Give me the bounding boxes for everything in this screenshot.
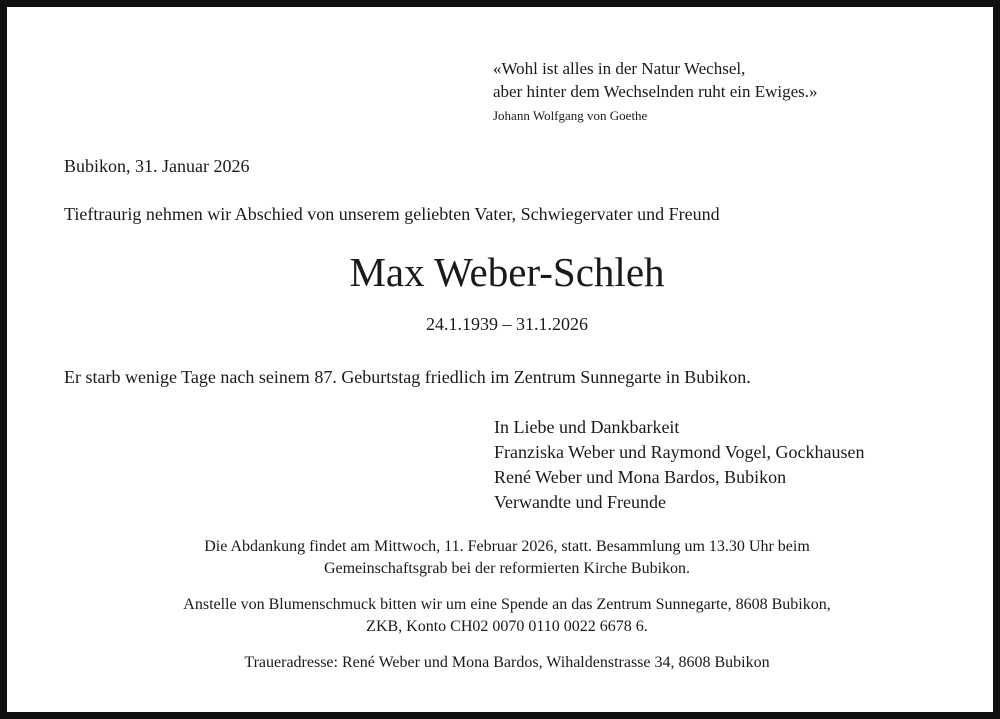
signer-line: In Liebe und Dankbarkeit (494, 417, 680, 437)
death-notice: Er starb wenige Tage nach seinem 87. Geburtstag friedlich im Zentrum Sunnegarte in Bubikon. (64, 367, 751, 387)
place-date: Bubikon, 31. Januar 2026 (64, 156, 250, 176)
signers-block (494, 415, 865, 515)
donation-info (7, 594, 1000, 638)
signer-line: Verwandte und Freunde (494, 492, 666, 512)
donation-line: ZKB, Konto CH02 0070 0110 0022 6678 6. (366, 618, 648, 635)
ceremony-info (7, 536, 1000, 580)
signer-line: Franziska Weber und Raymond Vogel, Gockhausen (494, 442, 865, 462)
intro-text: Tieftraurig nehmen wir Abschied von unserem geliebten Vater, Schwiegervater und Freund (64, 204, 720, 224)
deceased-name: Max Weber-Schleh (349, 249, 665, 295)
donation-line: Anstelle von Blumenschmuck bitten wir um eine Spende an das Zentrum Sunnegarte, 8608 Bubikon, (183, 596, 831, 613)
mourning-address: Traueradresse: René Weber und Mona Bardos, Wihaldenstrasse 34, 8608 Bubikon (244, 654, 770, 671)
life-dates: 24.1.1939 – 31.1.2026 (426, 314, 588, 334)
ceremony-line: Die Abdankung findet am Mittwoch, 11. Februar 2026, statt. Besammlung um 13.30 Uhr beim (204, 538, 810, 555)
signer-line: René Weber und Mona Bardos, Bubikon (494, 467, 787, 487)
quote-line: aber hinter dem Wechselnden ruht ein Ewiges.» (493, 82, 818, 101)
quote-line: «Wohl ist alles in der Natur Wechsel, (493, 59, 746, 78)
quote-author: Johann Wolfgang von Goethe (493, 108, 648, 123)
quote-block (493, 57, 818, 125)
ceremony-line: Gemeinschaftsgrab bei der reformierten Kirche Bubikon. (323, 560, 691, 577)
